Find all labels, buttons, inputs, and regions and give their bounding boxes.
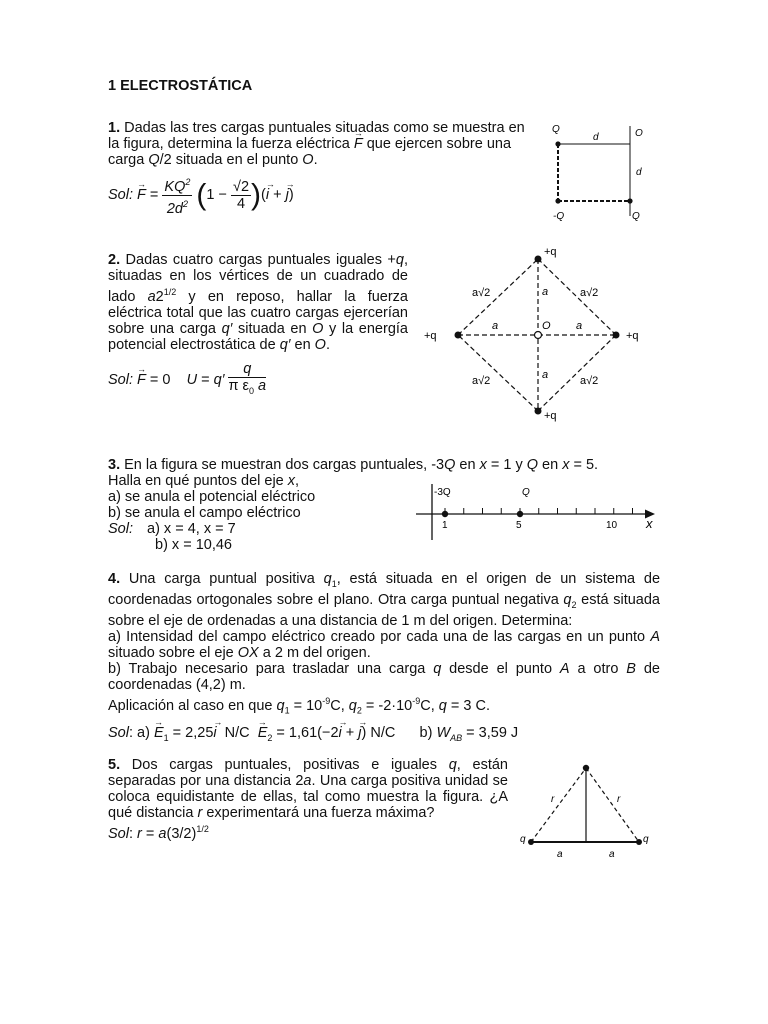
charge-Q [517,511,523,517]
problem-3-line-1: 3. En la figura se muestran dos cargas puntuales, -3Q en x = 1 y Q en x = 5. [108,457,599,473]
figure-5 [515,760,660,870]
problem-5-statement: 5. Dos cargas puntuales, positivas e iguales q, están separadas por una distancia 2a. Una carga positiva unidad se coloca equidistante de ellas, tal como muestra la figura. ¿A qué distancia r experimentará una fuerza máxima? [108,757,508,821]
label-plus-q-left: +q [424,330,437,342]
label-Q-top-left: Q [552,124,560,135]
charge-negQ [555,198,560,203]
label-a-left: a [557,849,563,860]
charge-bottom [535,408,542,415]
label-plus-q-top: +q [544,246,557,258]
problem-3-part-a: a) se anula el potencial eléctrico [108,489,316,505]
problem-2 [108,252,408,399]
charge-Q-top-left [555,141,560,146]
problem-3-line-2: Halla en qué puntos del eje x, [108,473,300,489]
triangle-side-left [531,768,586,842]
label-minus-3Q: -3Q [434,487,451,498]
tick-label-5: 5 [516,520,522,531]
tick-label-1: 1 [442,520,448,531]
label-a-upper: a [542,286,549,298]
problem-2-solution: Sol: → F = 0 U = q′ $\frac{q}{\pi \varepsilon_0 a}$ [108,361,408,399]
problem-4-solution: Sol: $a) \to E_1 = 2,25\to i$ $N/C \to E_2 = 1,61(-2\to i$ + → j) N/C b) $W_{AB} = 3,59$ J [108,725,660,746]
axis-label-x: x [646,516,653,531]
label-a-sqrt2-bottom-right: a√2 [580,375,599,387]
problem-4-part-b: b) Trabajo necesario para trasladar una carga q desde el punto A a otro B de coordenadas (4,2) m. [108,660,660,693]
charge-Q-bottom-right [627,198,632,203]
problem-3-solution-b: b) x = 10,46 [155,537,232,553]
label-plus-q-right: +q [626,330,639,342]
square-edge-bottom-right [538,335,616,411]
triangle-side-right [586,768,639,842]
figure-3 [410,482,665,544]
label-a-left: a [492,320,499,332]
problem-2-statement: 2. Dadas cuatro cargas puntuales iguales +q, situadas en los vértices de un cuadrado de lado $a2^{1/2}$ y en reposo, hallar la fuerza eléctrica total que las cuatro cargas ejercerían sobre una carga q′ situada en O y la energía potencial electrostática de q′ en O. [108,252,408,353]
label-q-left: q [520,834,526,845]
problem-1-statement: 1. Dadas las tres cargas puntuales situadas como se muestra en la figura, determina la fuerza eléctrica → F que ejercen sobre una carga Q/2 situada en el punto O. [108,120,538,168]
label-a-right: a [576,320,583,332]
label-d-top: d [593,132,599,143]
problem-5 [108,757,508,842]
label-plus-q-bottom: +q [544,410,557,422]
label-a-lower: a [542,369,549,381]
problem-4-part-a: a) Intensidad del campo eléctrico creado por cada una de las cargas en un punto A situado sobre el eje OX a 2 m del origen. [108,628,660,661]
unit-charge [583,765,589,771]
problem-3-solution-a: Sol: a) x = 4, x = 7 [108,521,236,537]
figure-1 [545,118,660,230]
label-d-right: d [636,167,642,178]
charge-q-left [528,839,534,845]
charge-q-right [636,839,642,845]
problem-3-part-b: b) se anula el campo eléctrico [108,505,301,521]
problem-1 [108,120,538,217]
label-r-left: r [551,794,555,805]
label-a-right: a [609,849,615,860]
figure-2 [420,240,660,428]
square-edge-bottom-left [458,335,538,411]
label-a-sqrt2-top-left: a√2 [472,287,491,299]
charge-left [455,332,462,339]
problem-4-application: Aplicación al caso en que $q_1 = 10^{-9}C$, $q_2 = -2\cdot 10^{-9}C$, q = 3 C. [108,695,490,716]
label-negQ: -Q [553,211,565,222]
label-Q-bottom-right: Q [632,211,640,222]
problem-1-solution: Sol: → F = $\frac{KQ^2}{2d^2}$ (1 − $\frac{√2}{4}$ )(→ i + → j) [108,174,538,217]
charge-top [535,256,542,263]
charge-right [613,332,620,339]
point-O [535,332,542,339]
label-a-sqrt2-bottom-left: a√2 [472,375,491,387]
tick-label-10: 10 [606,520,618,531]
label-r-right: r [617,794,621,805]
problem-4 [108,571,660,745]
charge-minus-3Q [442,511,448,517]
label-O-center: O [542,320,551,332]
problem-4-statement: 4. Una carga puntual positiva $q_1$, está situada en el origen de un sistema de coordenadas ortogonales sobre el plano. Otra carga puntual negativa $q_2$ está situada sobre el eje de ordenadas a una distancia de 1 m del origen. Determina: [108,571,661,629]
label-a-sqrt2-top-right: a√2 [580,287,599,299]
label-O: O [635,128,643,139]
label-Q: Q [522,487,530,498]
problem-5-solution: Sol: $r = a(3/2)^{1/2}$ [108,824,209,842]
label-q-right: q [643,834,649,845]
page-title: 1 ELECTROSTÁTICA [108,78,253,94]
